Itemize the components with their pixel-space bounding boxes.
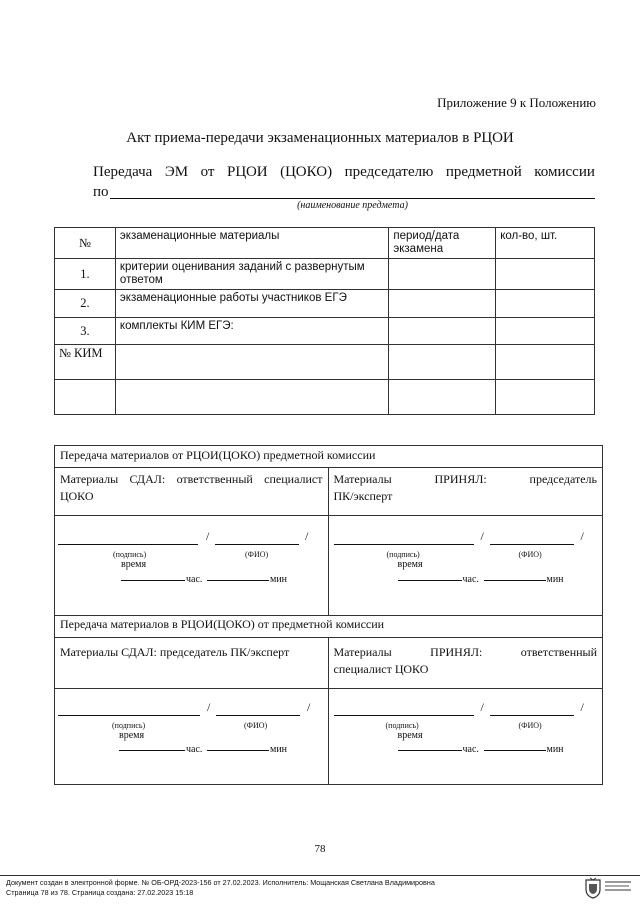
transfer-to-rcoi-block: [54, 614, 603, 785]
transfer-word: предметной: [445, 164, 522, 180]
transfer-line2: по: [93, 184, 109, 200]
handed-over-line1: Материалы СДАЛ: ответственный специалист: [60, 472, 323, 486]
footer-divider: [0, 875, 640, 876]
received-line2: ПК/эксперт: [333, 489, 393, 503]
fio-caption: (ФИО): [244, 721, 268, 730]
header-period: период/дата экзамена: [389, 228, 496, 259]
transfer-word: председателю: [344, 164, 434, 180]
minutes-field[interactable]: [484, 741, 546, 751]
transfer-word: ЭМ: [164, 164, 189, 180]
time-label: время: [397, 559, 423, 570]
transfer-word: комиссии: [534, 164, 595, 180]
row-count-cell[interactable]: [496, 259, 595, 290]
subject-field-line[interactable]: [110, 198, 595, 199]
received-cell: [329, 638, 603, 688]
sign-caption: (подпись): [385, 721, 419, 730]
document-title: Акт приема-передачи экзаменационных материалов в РЦОИ: [126, 130, 514, 146]
table-row: [55, 259, 595, 290]
received-line1: Материалы ПРИНЯЛ: ответственный: [333, 645, 598, 659]
transfer-word: (ЦОКО): [280, 164, 333, 180]
row-period-cell[interactable]: [389, 318, 496, 345]
table-row: [55, 318, 595, 345]
handed-over-signature: / / (подпись) (ФИО) время час. мин: [55, 689, 329, 784]
table-row: [55, 290, 595, 318]
row-count-cell[interactable]: [496, 380, 595, 415]
coat-of-arms-icon: [584, 877, 602, 899]
header-count: кол-во, шт.: [496, 228, 595, 259]
minutes-field[interactable]: [484, 571, 546, 581]
fio-line[interactable]: [215, 532, 299, 545]
row-period-cell[interactable]: [389, 259, 496, 290]
handed-over-cell: [55, 638, 329, 688]
crest-caption-icon: [605, 880, 631, 891]
fio-line[interactable]: [490, 532, 574, 545]
row-count-cell[interactable]: [496, 318, 595, 345]
time-label: время: [397, 730, 423, 741]
table-row: [55, 380, 595, 415]
footer-line2: Страница 78 из 78. Страница создана: 27.02.2023 15:18: [6, 888, 194, 897]
received-line1: Материалы ПРИНЯЛ: председатель: [333, 472, 598, 486]
block-header: Передача материалов в РЦОИ(ЦОКО) от предметной комиссии: [55, 614, 602, 638]
subject-caption: (наименование предмета): [297, 200, 408, 211]
hours-field[interactable]: [398, 741, 462, 751]
row-material: критерии оценивания заданий с развернутым ответом: [115, 259, 388, 290]
fio-line[interactable]: [216, 703, 300, 716]
signature-line[interactable]: [334, 532, 474, 545]
block-signature-row: [55, 516, 602, 615]
received-line2: специалист ЦОКО: [333, 662, 429, 676]
appendix-label: Приложение 9 к Положению: [437, 95, 596, 110]
row-count-cell[interactable]: [496, 345, 595, 380]
hours-field[interactable]: [398, 571, 462, 581]
materials-table: [54, 227, 595, 415]
sign-caption: (подпись): [112, 721, 146, 730]
table-row: [55, 345, 595, 380]
sign-caption: (подпись): [113, 550, 147, 559]
row-number: 1.: [55, 259, 116, 290]
received-signature: / / (подпись) (ФИО) время час. мин: [329, 689, 603, 784]
header-materials: экзаменационные материалы: [115, 228, 388, 259]
received-signature: / / (подпись) (ФИО) время час. мин: [329, 516, 603, 615]
fio-caption: (ФИО): [518, 550, 542, 559]
signature-line[interactable]: [58, 532, 198, 545]
fio-line[interactable]: [490, 703, 574, 716]
footer-line1: Документ создан в электронной форме. № ОБ-ОРД-2023-156 от 27.02.2023. Исполнитель: Мощанская Светлана Владимировна: [6, 878, 435, 887]
row-number: 3.: [55, 318, 116, 345]
row-period-cell[interactable]: [389, 345, 496, 380]
handed-over-cell: [55, 468, 329, 515]
time-label: время: [119, 730, 145, 741]
row-material: экзаменационные работы участников ЕГЭ: [115, 290, 388, 318]
received-cell: [329, 468, 603, 515]
block-signature-row: [55, 689, 602, 784]
row-count-cell[interactable]: [496, 290, 595, 318]
row-number: 2.: [55, 290, 116, 318]
row-number[interactable]: [55, 380, 116, 415]
sign-caption: (подпись): [386, 550, 420, 559]
table-header-row: [55, 228, 595, 259]
row-material: комплекты КИМ ЕГЭ:: [115, 318, 388, 345]
transfer-to-commission-block: [54, 445, 603, 616]
block-header: Передача материалов от РЦОИ(ЦОКО) предметной комиссии: [55, 446, 602, 468]
minutes-field[interactable]: [207, 571, 269, 581]
transfer-heading: [93, 164, 595, 181]
transfer-word: РЦОИ: [227, 164, 268, 180]
row-period-cell[interactable]: [389, 380, 496, 415]
minutes-field[interactable]: [207, 741, 269, 751]
block-intro-row: [55, 638, 602, 689]
header-number: №: [55, 228, 116, 259]
transfer-word: Передача: [93, 164, 153, 180]
handed-over-line1: Материалы СДАЛ: председатель ПК/эксперт: [60, 645, 290, 659]
hours-field[interactable]: [119, 741, 185, 751]
row-period-cell[interactable]: [389, 290, 496, 318]
handed-over-signature: / / (подпись) (ФИО) время час. мин: [55, 516, 329, 615]
row-material[interactable]: [115, 345, 388, 380]
signature-line[interactable]: [58, 703, 200, 716]
page-number: 78: [314, 843, 326, 855]
hours-field[interactable]: [121, 571, 185, 581]
transfer-word: от: [200, 164, 215, 180]
signature-line[interactable]: [334, 703, 474, 716]
time-label: время: [121, 559, 147, 570]
handed-over-line2: ЦОКО: [60, 489, 94, 503]
row-material[interactable]: [115, 380, 388, 415]
block-intro-row: [55, 468, 602, 516]
fio-caption: (ФИО): [518, 721, 542, 730]
fio-caption: (ФИО): [245, 550, 269, 559]
row-kim-label: № КИМ: [55, 345, 116, 380]
